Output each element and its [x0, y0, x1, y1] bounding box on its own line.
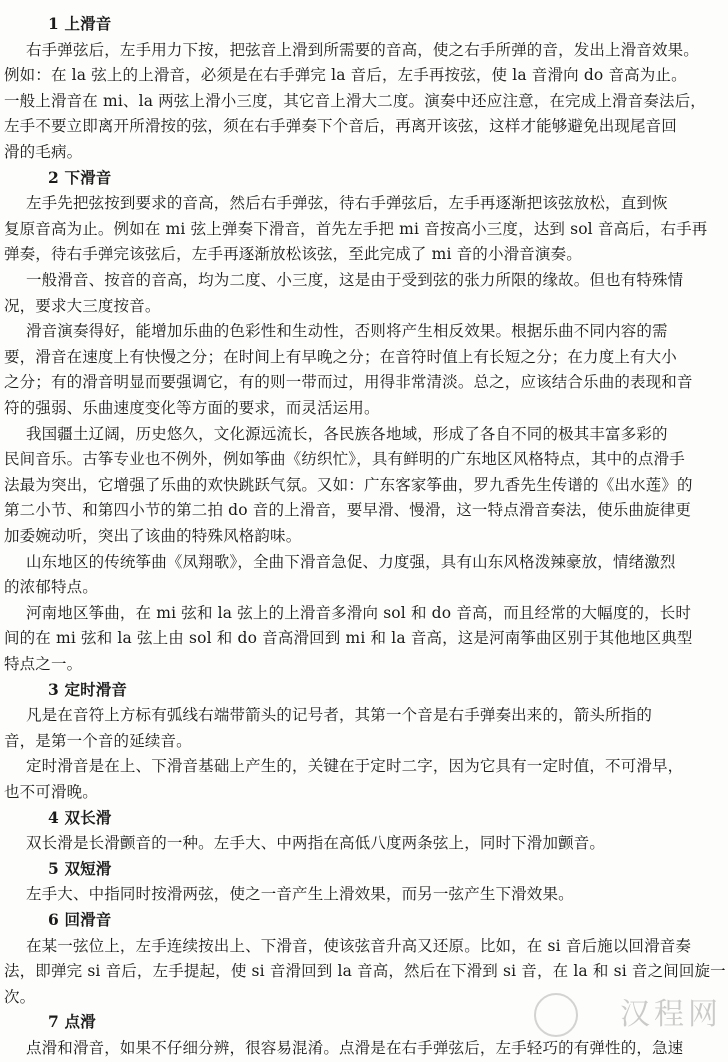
text-line: 法，即弹完 si 音后，左手提起，使 si 音滑回到 la 音高，然后在下滑到 si 音，在 la 和 si 音之间回旋一	[4, 962, 726, 981]
text-line: 在某一弦位上，左手连续按出上、下滑音，使该弦音升高又还原。比如，在 si 音后施以回滑音奏	[26, 936, 692, 955]
text-line: 第二小节、和第四小节的第二拍 do 音的上滑音，要早滑、慢滑，这一特点滑音奏法，使乐曲旋律更	[4, 501, 692, 520]
text-line: 河南地区筝曲，在 mi 弦和 la 弦上的上滑音多滑向 sol 和 do 音高，而且经常的大幅度的，长时	[26, 603, 692, 622]
text-line: 间的在 mi 弦和 la 弦上由 sol 和 do 音高滑回到 mi 和 la 音高，这是河南筝曲区别于其他地区典型	[4, 629, 693, 648]
section-heading: 7 点滑	[48, 1012, 96, 1032]
text-line: 右手弹弦后，左手用力下按，把弦音上滑到所需要的音高，使之右手所弹的音，发出上滑音效果。	[26, 40, 699, 59]
text-line: 山东地区的传统筝曲《凤翔歌》，全曲下滑音急促、力度强，具有山东风格泼辣豪放，情绪激烈	[26, 552, 676, 571]
text-line: 次。	[4, 987, 36, 1006]
section-heading: 1 上滑音	[48, 14, 112, 33]
text-line: 民间音乐。古筝专业也不例外，例如筝曲《纺织忙》，具有鲜明的广东地区风格特点，其中的点滑手	[4, 450, 685, 469]
section-heading: 6 回滑音	[48, 910, 112, 929]
text-line: 左手先把弦按到要求的音高，然后右手弹弦，待右手弹弦后，左手再逐渐把该弦放松，直到恢	[26, 194, 668, 213]
section-heading: 2 下滑音	[48, 167, 112, 187]
text-line: 点滑和滑音，如果不仔细分辨，很容易混淆。点滑是在右手弹弦后，左手轻巧的有弹性的，急速	[26, 1039, 684, 1057]
text-line: 符的强弱、乐曲速度变化等方面的要求，而灵活运用。	[4, 399, 380, 417]
text-line: 滑的毛病。	[4, 143, 83, 161]
text-line: 例如：在 la 弦上的上滑音，必须是在右手弹完 la 音后，左手再按弦，使 la 音滑向 do 音高为止。	[4, 66, 687, 85]
text-line: 左手不要立即离开所滑按的弦，须在右手弹奏下个音后，再离开该弦，这样才能够避免出现尾音回	[4, 117, 677, 136]
text-line: 况，要求大三度按音。	[4, 296, 161, 315]
text-line: 也不可滑晚。	[4, 783, 98, 801]
text-line: 法最为突出，它增强了乐曲的欢快跳跃气氛。又如：广东客家筝曲，罗九香先生传谱的《出水莲》的	[4, 475, 693, 494]
watermark-text: 汉程网	[620, 997, 722, 1032]
section-heading: 3 定时滑音	[48, 679, 128, 699]
text-line: 双长滑是长滑颤音的一种。左手大、中两指在高低八度两条弦上，同时下滑加颤音。	[26, 834, 606, 853]
text-line: 音，是第一个音的延续音。	[4, 731, 192, 750]
text-line: 复原音高为止。例如在 mi 弦上弹奏下滑音，首先左手把 mi 音按高小三度，达到 sol 音高后，右手再	[4, 219, 708, 238]
text-line: 一般滑音、按音的音高，均为二度、小三度，这是由于受到弦的张力所限的缘故。但也有特殊情	[26, 271, 684, 289]
text-line: 一般上滑音在 mi、la 两弦上滑小三度，其它音上滑大二度。演奏中还应注意，在完成上滑音奏法后，	[4, 91, 706, 110]
section-heading: 4 双长滑	[48, 807, 112, 827]
section-heading: 5 双短滑	[48, 858, 112, 878]
text-line: 左手大、中指同时按滑两弦，使之一音产生上滑效果，而另一弦产生下滑效果。	[26, 885, 574, 904]
text-line: 定时滑音是在上、下滑音基础上产生的，关键在于定时二字，因为它具有一定时值，不可滑早，	[26, 757, 684, 776]
text-line: 我国疆土辽阔，历史悠久，文化源远流长，各民族各地域，形成了各自不同的极其丰富多彩的	[26, 424, 668, 443]
text-line: 滑音演奏得好，能增加乐曲的色彩性和生动性，否则将产生相反效果。根据乐曲不同内容的需	[26, 322, 668, 341]
text-line: 特点之一。	[4, 655, 83, 673]
text-line: 要，滑音在速度上有快慢之分；在时间上有早晚之分；在音符时值上有长短之分；在力度上有大小	[4, 347, 677, 366]
watermark-logo-icon	[534, 993, 578, 1037]
text-line: 加委婉动听，突出了该曲的特殊风格韵味。	[4, 527, 302, 545]
text-line: 之分；有的滑音明显而要强调它，有的则一带而过，用得非常清淡。总之，应该结合乐曲的表现和音	[4, 373, 693, 392]
text-line: 凡是在音符上方标有弧线右端带箭头的记号者，其第一个音是右手弹奏出来的，箭头所指的	[26, 706, 653, 725]
text-line: 的浓郁特点。	[4, 578, 98, 597]
text-line: 弹奏，待右手弹完该弦后，左手再逐渐放松该弦，至此完成了 mi 音的小滑音演奏。	[4, 245, 582, 264]
